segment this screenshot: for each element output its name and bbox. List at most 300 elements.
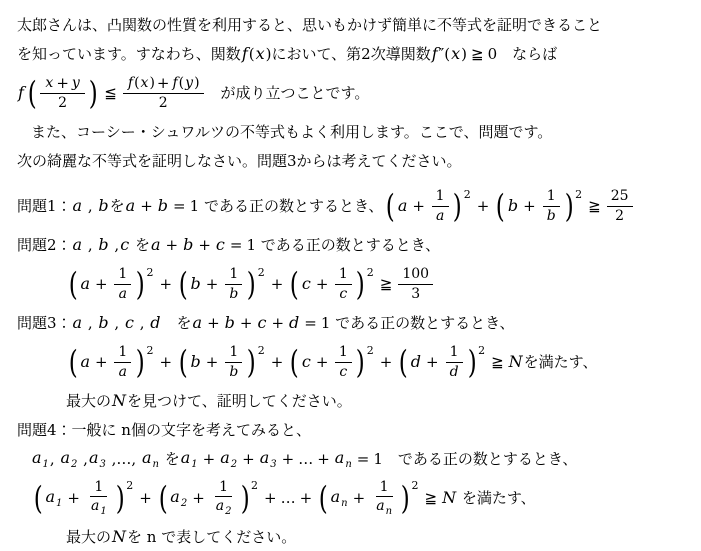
text-run: を n で表してください。: [127, 528, 297, 546]
fraction-denominator: [54, 94, 71, 111]
paren-content: [301, 344, 354, 379]
fraction-numerator: [123, 75, 204, 94]
math-subscript: 2: [71, 458, 78, 470]
math-variable: f: [172, 75, 178, 92]
problem-2-formula: [0, 264, 701, 304]
convexity-formula: [0, 73, 701, 113]
math-operator: +: [192, 489, 205, 507]
problem-3-note: [0, 387, 701, 415]
math-variable: f: [127, 75, 134, 92]
math-variable: f: [18, 83, 24, 103]
math-operator: +: [198, 236, 211, 254]
text-run: 1: [118, 344, 128, 361]
text-run: 25: [610, 188, 629, 205]
text-run: また、コーシー・シュワルツの不等式もよく利用します。ここで、問題です。: [31, 123, 553, 141]
math-operator: +: [67, 489, 80, 507]
fraction: [371, 479, 397, 518]
math-subscript: 1: [56, 497, 63, 509]
math-variable: b: [157, 196, 169, 216]
text-run: 問題4：一般に n個の文字を考えてみると、: [17, 421, 311, 439]
text-run: を見つけて、証明してください。: [127, 392, 352, 410]
fraction-numerator: [335, 266, 352, 284]
math-variable: c: [257, 313, 267, 333]
problem-1: [0, 186, 701, 226]
fraction-denominator: [114, 285, 132, 302]
math-operator: +: [165, 236, 179, 254]
math-operator: +: [352, 489, 366, 507]
math-variable: $a_n$: [334, 447, 352, 470]
paren-group: [397, 344, 486, 379]
math-variable: b: [190, 352, 201, 372]
text-run: ,: [109, 236, 120, 254]
math-variable: b: [98, 313, 109, 333]
paren-group: [67, 266, 154, 301]
text-run: 1: [338, 266, 348, 283]
fraction: [445, 344, 464, 379]
paren-content: [330, 479, 399, 518]
left-paren: (: [318, 478, 328, 517]
text-run: を満たす、: [457, 489, 536, 507]
left-paren: (: [386, 186, 396, 225]
math-operator: ≧: [379, 275, 393, 293]
fraction-denominator: [431, 207, 449, 224]
math-variable: b: [229, 285, 239, 302]
math-variable: b: [546, 207, 556, 224]
fraction-numerator: [215, 479, 232, 497]
fraction: [224, 266, 243, 301]
math-variable: $a_1$: [180, 447, 198, 470]
text-run: 1: [189, 197, 200, 215]
math-operator: +: [523, 197, 536, 215]
exponent: 2: [146, 266, 154, 280]
text-run: ): [149, 75, 155, 92]
math-operator: ≧: [424, 489, 438, 507]
paren-group: [32, 479, 134, 518]
math-variable: a: [80, 274, 91, 294]
math-variable: b: [190, 274, 201, 294]
math-variable: b: [98, 235, 109, 255]
right-paren: ): [240, 478, 250, 517]
left-paren: (: [68, 264, 78, 303]
math-operator: +: [239, 314, 253, 332]
math-variable: $a_n$: [376, 497, 393, 517]
math-variable: d: [289, 313, 300, 333]
left-paren: (: [496, 186, 506, 225]
text-run: …: [280, 489, 296, 507]
exponent: 2: [257, 266, 265, 280]
math-variable: $a_3$: [259, 447, 277, 470]
math-operator: +: [412, 197, 425, 215]
left-paren: (: [399, 342, 409, 381]
math-variable: c: [120, 235, 130, 255]
math-variable: c: [301, 352, 311, 372]
math-variable: c: [124, 313, 134, 333]
paren-content: [507, 188, 563, 223]
math-variable: b: [507, 196, 519, 216]
text-run: 1: [435, 188, 445, 205]
paren-content: [169, 479, 238, 518]
fraction-denominator: [542, 207, 561, 224]
paren-group: [317, 479, 419, 518]
left-paren: (: [27, 73, 37, 112]
math-variable: x: [45, 75, 54, 92]
math-operator: +: [299, 489, 313, 507]
fraction: [114, 266, 132, 301]
math-subscript: 1: [191, 458, 198, 470]
math-variable: c: [215, 235, 225, 255]
right-paren: ): [467, 342, 477, 381]
left-paren: (: [290, 264, 300, 303]
text-run: 100: [402, 266, 430, 283]
math-variable: x: [140, 75, 149, 92]
fraction: [542, 188, 561, 223]
text-run: を: [159, 450, 180, 468]
left-paren: (: [158, 478, 168, 517]
text-run: 3: [411, 285, 421, 302]
fraction-denominator: [371, 497, 397, 518]
math-variable: f: [241, 44, 248, 64]
fraction-denominator: [334, 363, 352, 380]
math-variable: y: [71, 75, 80, 92]
math-variable: $a_1$: [32, 447, 49, 470]
math-variable: $a_2$: [60, 447, 78, 470]
fraction-denominator: [407, 285, 424, 302]
math-variable: N: [112, 391, 127, 411]
math-variable: $a_3$: [88, 447, 106, 470]
math-operator: +: [140, 197, 153, 215]
math-variable: N: [442, 488, 457, 508]
text-run: 1: [118, 266, 128, 283]
math-operator: =: [229, 236, 243, 254]
problem-3-formula: [0, 342, 701, 382]
problem-4-header: [0, 416, 701, 444]
exponent: 2: [463, 188, 471, 202]
text-run: 1: [246, 236, 256, 254]
math-variable: b: [183, 235, 194, 255]
exponent: 2: [366, 344, 374, 358]
right-paren: ): [400, 478, 410, 517]
right-paren: ): [564, 186, 574, 225]
math-operator: +: [159, 275, 173, 293]
math-variable: x: [255, 44, 265, 64]
problem-4-formula: [0, 478, 701, 518]
text-run: )において、第2次導関数: [265, 45, 431, 63]
math-variable: f: [431, 44, 438, 64]
math-variable: c: [301, 274, 311, 294]
math-variable: b: [224, 313, 235, 333]
math-variable: N: [112, 527, 127, 547]
math-operator: =: [356, 450, 370, 468]
exponent: 2: [257, 344, 265, 358]
text-run: である正の数とするとき、: [256, 236, 441, 254]
math-variable: N: [508, 352, 523, 372]
exponent: 2: [250, 478, 258, 492]
math-variable: a: [150, 235, 161, 255]
math-variable: $a_1$: [90, 497, 107, 517]
math-operator: +: [476, 197, 490, 215]
text-run: を: [130, 236, 150, 254]
text-run: ,: [83, 197, 98, 215]
paren-content: [79, 266, 133, 301]
math-operator: +: [95, 353, 108, 371]
text-run: 1: [449, 344, 459, 361]
fraction-denominator: [334, 285, 352, 302]
math-variable: a: [435, 207, 445, 224]
fraction-numerator: [335, 344, 352, 362]
right-paren: ): [247, 264, 257, 303]
fraction-denominator: [611, 207, 628, 224]
text-run: 問題1：: [17, 197, 72, 215]
math-operator: +: [379, 353, 393, 371]
fraction-numerator: [446, 344, 463, 362]
math-operator: +: [270, 353, 284, 371]
paren-content: [190, 344, 246, 379]
math-operator: +: [270, 275, 284, 293]
math-operator: +: [95, 275, 108, 293]
text-run: ,: [83, 314, 98, 332]
math-variable: b: [98, 196, 109, 216]
fraction-numerator: [114, 344, 131, 362]
fraction: [607, 188, 633, 223]
math-operator: +: [205, 353, 219, 371]
cauchy-schwarz-line: [0, 118, 701, 146]
math-variable: x: [451, 44, 461, 64]
text-run: 1: [373, 450, 383, 468]
paren-group: [288, 344, 374, 379]
left-paren: (: [178, 264, 188, 303]
left-paren: (: [178, 342, 188, 381]
math-operator: +: [426, 353, 439, 371]
left-paren: (: [290, 342, 300, 381]
math-variable: $a_1$: [45, 486, 63, 509]
text-run: (: [134, 75, 140, 92]
math-subscript: 2: [225, 505, 232, 517]
math-variable: a: [80, 352, 91, 372]
fraction-numerator: [114, 266, 131, 284]
math-variable: a: [72, 196, 83, 216]
text-run: 1: [320, 314, 331, 332]
math-operator: +: [263, 489, 277, 507]
math-variable: a: [118, 363, 127, 380]
math-variable: a: [397, 196, 408, 216]
paren-content: [301, 266, 354, 301]
fraction-numerator: [225, 266, 242, 284]
math-variable: a: [192, 313, 203, 333]
left-paren: (: [68, 342, 78, 381]
math-subscript: 2: [230, 458, 238, 470]
paren-content: [190, 266, 246, 301]
math-subscript: n: [385, 505, 393, 517]
text-run: 1: [219, 478, 229, 495]
text-run: を満たす、: [523, 353, 598, 371]
math-variable: $a_2$: [170, 486, 188, 509]
text-run: を: [109, 197, 125, 215]
fraction-denominator: [224, 363, 243, 380]
paren-group: [157, 479, 259, 518]
text-run: 2: [615, 207, 625, 224]
math-operator: ≧: [588, 197, 601, 215]
fraction: [431, 188, 449, 223]
fraction: [123, 75, 204, 111]
fraction-numerator: [607, 188, 633, 206]
fraction-numerator: [543, 188, 560, 206]
fraction-denominator: [86, 497, 112, 518]
paren-group: [384, 188, 471, 223]
math-operator: ≧: [471, 45, 484, 63]
fraction-numerator: [376, 479, 393, 497]
math-variable: $a_n$: [141, 447, 159, 470]
right-paren: ): [247, 342, 257, 381]
math-variable: c: [339, 285, 348, 302]
fraction: [86, 479, 112, 518]
paren-content: [79, 344, 133, 379]
problem-4-note: [0, 523, 701, 551]
text-run: 次の綺麗な不等式を証明しなさい。問題3からは考えてください。: [17, 152, 462, 170]
text-run: 2: [58, 95, 68, 112]
math-operator: ≦: [104, 84, 117, 102]
problem-2-header: [0, 231, 701, 259]
math-operator: +: [205, 275, 219, 293]
right-paren: ): [355, 264, 365, 303]
document-content: [0, 11, 701, 551]
fraction-numerator: [40, 75, 84, 94]
math-variable: d: [410, 352, 422, 372]
left-paren: (: [33, 478, 43, 517]
math-operator: +: [315, 353, 329, 371]
math-variable: $a_2$: [220, 447, 238, 470]
fraction: [334, 266, 352, 301]
fraction-denominator: [211, 497, 237, 518]
text-run: 太郎さんは、凸関数の性質を利用すると、思いもかけず簡単に不等式を証明できること: [17, 16, 603, 34]
text-run: ,…,: [106, 450, 141, 468]
math-operator: +: [156, 73, 170, 92]
text-run: 1: [229, 266, 239, 283]
exponent: 2: [146, 344, 154, 358]
problem-3-header: [0, 309, 701, 337]
math-variable: a: [72, 235, 83, 255]
paren-content: [410, 344, 466, 379]
right-paren: ): [135, 342, 145, 381]
fraction: [211, 479, 237, 518]
paren-group: [494, 188, 583, 223]
math-variable: $a_n$: [330, 486, 348, 509]
text-run: が成り立つことです。: [205, 84, 370, 102]
fraction-numerator: [398, 266, 433, 284]
paren-group: [288, 266, 374, 301]
text-run: である正の数とするとき、: [199, 197, 384, 215]
math-operator: +: [159, 353, 173, 371]
text-run: 1: [229, 344, 239, 361]
text-run: ″(: [438, 45, 451, 63]
fraction: [398, 266, 433, 301]
math-operator: =: [173, 197, 186, 215]
paren-group: [177, 344, 266, 379]
text-run: ,: [49, 450, 60, 468]
fraction-numerator: [432, 188, 449, 206]
text-run: 最大の: [66, 528, 112, 546]
math-subscript: 1: [42, 458, 49, 470]
math-operator: +: [207, 314, 220, 332]
math-operator: +: [242, 450, 255, 468]
exponent: 2: [126, 478, 134, 492]
math-variable: y: [185, 75, 194, 92]
intro-line-1: [0, 11, 701, 39]
paren-group: [26, 75, 99, 111]
fraction-numerator: [90, 479, 107, 497]
exponent: 2: [366, 266, 374, 280]
text-run: (: [178, 75, 185, 92]
math-variable: a: [72, 313, 83, 333]
right-paren: ): [88, 73, 98, 112]
fraction-denominator: [155, 94, 172, 111]
text-run: ,: [83, 236, 98, 254]
text-run: ,: [134, 314, 150, 332]
math-variable: d: [449, 363, 459, 380]
paren-content: [38, 75, 86, 111]
fraction: [114, 344, 132, 379]
math-variable: c: [339, 363, 348, 380]
math-operator: =: [304, 314, 317, 332]
right-paren: ): [453, 186, 463, 225]
text-run: …: [298, 450, 314, 468]
text-run: ): [461, 45, 468, 63]
text-run: 1: [338, 344, 348, 361]
math-operator: +: [271, 314, 285, 332]
math-subscript: n: [341, 497, 348, 509]
right-paren: ): [115, 478, 125, 517]
text-run: 1: [546, 188, 556, 205]
math-subscript: 3: [99, 458, 106, 470]
text-run: 問題3：: [17, 314, 72, 332]
math-operator: +: [281, 450, 295, 468]
math-subscript: n: [152, 458, 159, 470]
text-run: を知っています。すなわち、関数: [17, 45, 241, 63]
text-run: 0 ならば: [487, 45, 558, 63]
text-run: ,: [109, 314, 124, 332]
text-run: 2: [158, 95, 168, 112]
text-run: を: [161, 314, 192, 332]
math-subscript: 1: [100, 505, 107, 517]
math-operator: +: [202, 450, 216, 468]
exponent: 2: [478, 344, 486, 358]
math-variable: $a_2$: [215, 497, 232, 517]
paren-group: [67, 344, 154, 379]
text-run: ): [194, 75, 200, 92]
fraction: [40, 75, 84, 111]
text-run: 1: [94, 478, 104, 495]
exponent: 2: [575, 188, 583, 202]
text-run: 問題2：: [17, 236, 72, 254]
math-subscript: 2: [180, 497, 188, 509]
intro-line-2: [0, 40, 701, 68]
fraction-denominator: [445, 363, 464, 380]
math-operator: ≧: [491, 353, 504, 371]
fraction: [334, 344, 352, 379]
fraction: [224, 344, 243, 379]
math-variable: d: [150, 313, 161, 333]
paren-group: [177, 266, 266, 301]
problem-4-vars: [0, 445, 701, 473]
fraction-numerator: [225, 344, 242, 362]
text-run: である正の数とするとき、: [330, 314, 515, 332]
paren-content: [44, 479, 113, 518]
math-operator: +: [317, 450, 330, 468]
text-run: 1: [379, 478, 389, 495]
math-variable: a: [125, 196, 136, 216]
fraction-denominator: [224, 285, 243, 302]
text-run: (: [248, 45, 255, 63]
right-paren: ): [355, 342, 365, 381]
